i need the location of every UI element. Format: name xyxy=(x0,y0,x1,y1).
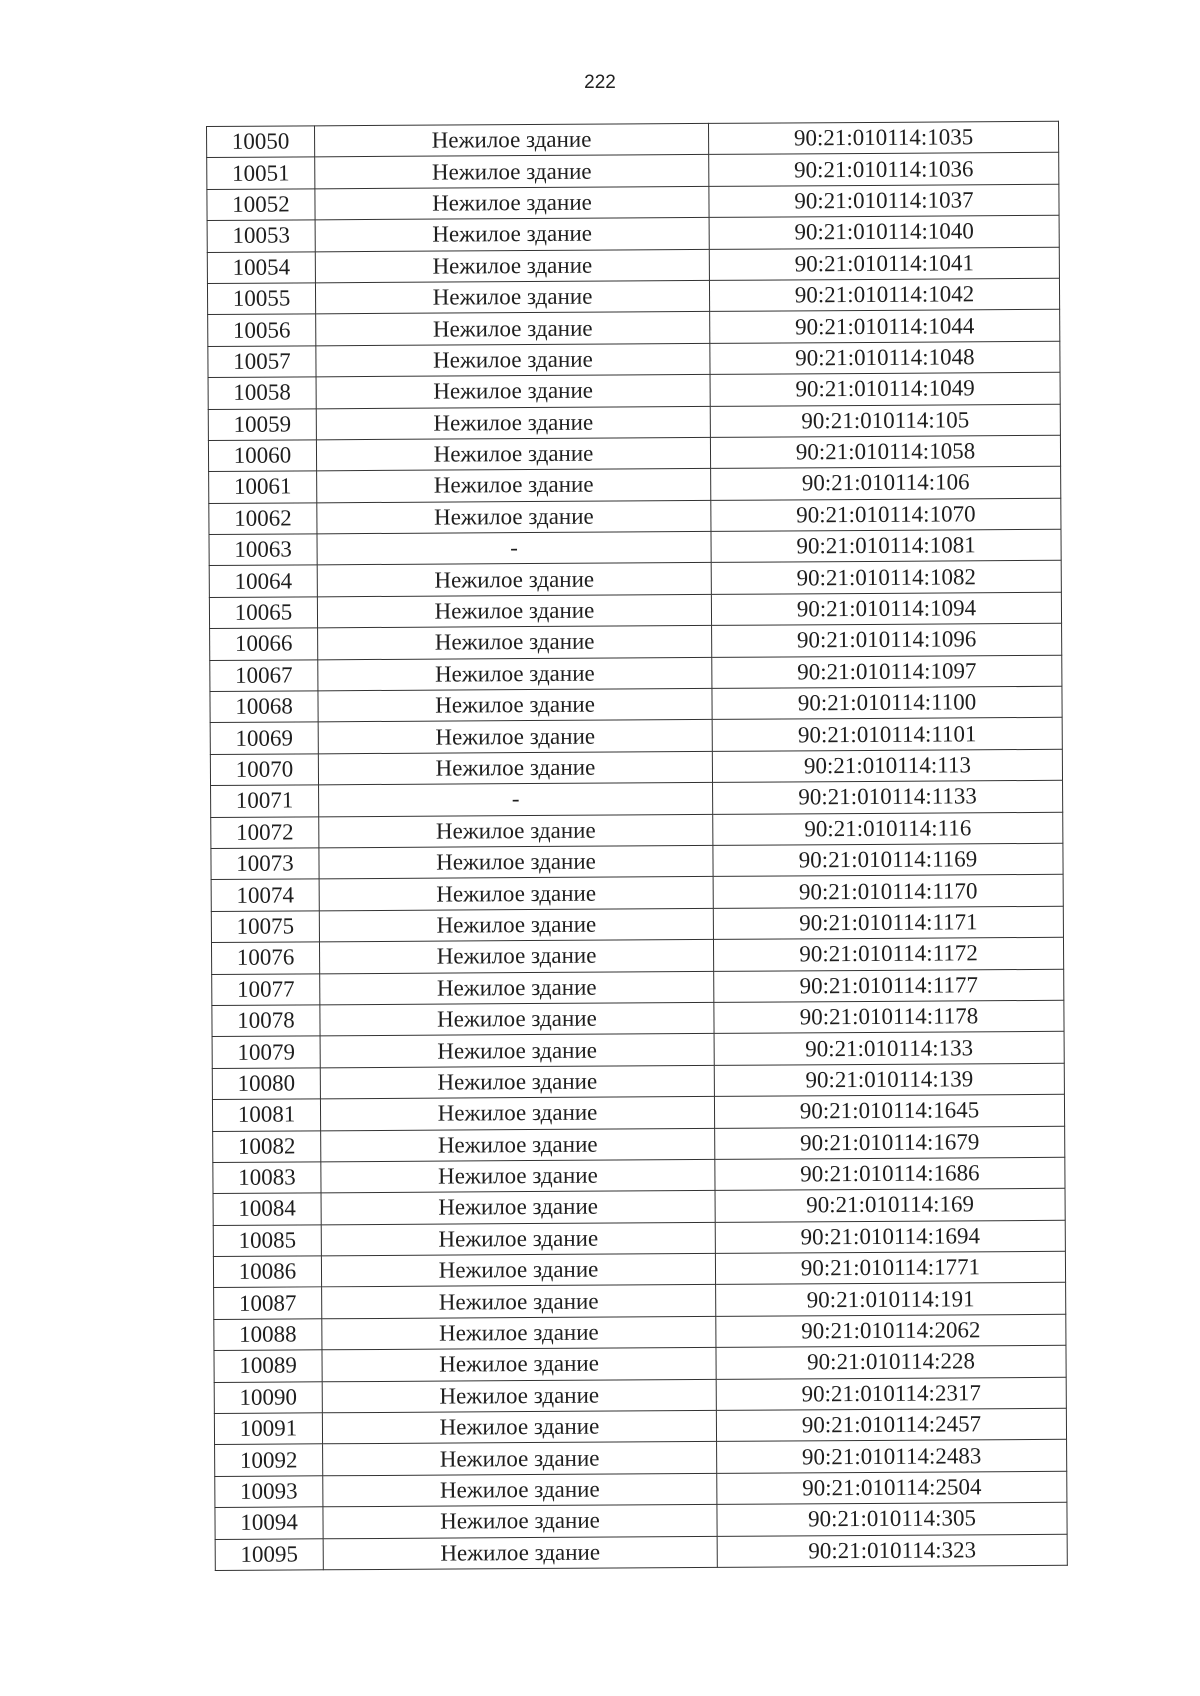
cadastral-number-cell: 90:21:010114:1096 xyxy=(712,624,1062,658)
row-number-cell: 10053 xyxy=(207,220,315,252)
row-number-cell: 10079 xyxy=(212,1036,320,1068)
table-row xyxy=(215,1440,1067,1477)
cadastral-number-cell: 90:21:010114:323 xyxy=(717,1534,1067,1568)
table-row xyxy=(208,341,1060,378)
cadastral-number-cell: 90:21:010114:1097 xyxy=(712,655,1062,689)
cadastral-number-cell: 90:21:010114:1645 xyxy=(714,1094,1064,1128)
cadastral-number-cell: 90:21:010114:1771 xyxy=(715,1251,1065,1285)
row-number-cell: 10062 xyxy=(209,503,317,535)
cadastral-number-cell: 90:21:010114:1133 xyxy=(713,780,1063,814)
cadastral-number-cell: 90:21:010114:139 xyxy=(714,1063,1064,1097)
cadastral-number-cell: 90:21:010114:2317 xyxy=(716,1377,1066,1411)
row-number-cell: 10077 xyxy=(212,973,320,1005)
cadastral-number-cell: 90:21:010114:1042 xyxy=(709,278,1059,312)
row-number-cell: 10054 xyxy=(207,251,315,283)
table-row xyxy=(208,310,1060,347)
row-number-cell: 10093 xyxy=(215,1476,323,1508)
object-type-cell: Нежилое здание xyxy=(320,971,714,1005)
cadastral-number-cell: 90:21:010114:1169 xyxy=(713,843,1063,877)
cadastral-number-cell: 90:21:010114:1044 xyxy=(710,310,1060,344)
table-row xyxy=(213,1189,1065,1226)
table-row xyxy=(212,1094,1064,1131)
cadastral-number-cell: 90:21:010114:2062 xyxy=(716,1314,1066,1348)
table-row xyxy=(208,435,1060,472)
object-type-cell: Нежилое здание xyxy=(315,280,709,314)
object-type-cell: Нежилое здание xyxy=(315,249,709,283)
table-row xyxy=(208,404,1060,441)
object-type-cell: Нежилое здание xyxy=(320,1002,714,1036)
table-row xyxy=(214,1314,1066,1351)
table-row xyxy=(209,467,1061,504)
table-row xyxy=(207,184,1059,221)
row-number-cell: 10074 xyxy=(211,879,319,911)
row-number-cell: 10067 xyxy=(210,659,318,691)
row-number-cell: 10087 xyxy=(214,1287,322,1319)
row-number-cell: 10082 xyxy=(213,1130,321,1162)
cadastral-number-cell: 90:21:010114:1172 xyxy=(713,937,1063,971)
row-number-cell: 10064 xyxy=(209,565,317,597)
cadastral-number-cell: 90:21:010114:2483 xyxy=(717,1440,1067,1474)
table-row xyxy=(210,624,1062,661)
cadastral-number-cell: 90:21:010114:1049 xyxy=(710,372,1060,406)
row-number-cell: 10057 xyxy=(208,346,316,378)
cadastral-number-cell: 90:21:010114:228 xyxy=(716,1346,1066,1380)
object-type-cell: Нежилое здание xyxy=(316,343,710,377)
table-row xyxy=(207,121,1059,158)
row-number-cell: 10055 xyxy=(207,283,315,315)
row-number-cell: 10066 xyxy=(210,628,318,660)
table-row xyxy=(211,812,1063,849)
cadastral-number-cell: 90:21:010114:1694 xyxy=(715,1220,1065,1254)
row-number-cell: 10052 xyxy=(207,189,315,221)
row-number-cell: 10076 xyxy=(211,942,319,974)
object-type-cell: Нежилое здание xyxy=(316,406,710,440)
row-number-cell: 10083 xyxy=(213,1162,321,1194)
table-row xyxy=(208,372,1060,409)
object-type-cell: Нежилое здание xyxy=(323,1473,717,1507)
cadastral-number-cell: 90:21:010114:1170 xyxy=(713,875,1063,909)
row-number-cell: 10084 xyxy=(213,1193,321,1225)
cadastral-number-cell: 90:21:010114:1177 xyxy=(714,969,1064,1003)
cadastral-number-cell: 90:21:010114:1041 xyxy=(709,247,1059,281)
table-row xyxy=(209,561,1061,598)
row-number-cell: 10088 xyxy=(214,1319,322,1351)
object-type-cell: Нежилое здание xyxy=(318,720,712,754)
cadastral-number-cell: 90:21:010114:133 xyxy=(714,1032,1064,1066)
object-type-cell: - xyxy=(317,532,711,566)
object-type-cell: Нежилое здание xyxy=(321,1128,715,1162)
table-row xyxy=(211,906,1063,943)
cadastral-number-cell: 90:21:010114:2504 xyxy=(717,1471,1067,1505)
row-number-cell: 10081 xyxy=(212,1099,320,1131)
table-row xyxy=(215,1534,1067,1571)
object-type-cell: Нежилое здание xyxy=(318,751,712,785)
table-row xyxy=(207,278,1059,315)
table-row xyxy=(209,529,1061,566)
object-type-cell: Нежилое здание xyxy=(323,1536,717,1570)
cadastral-number-cell: 90:21:010114:169 xyxy=(715,1189,1065,1223)
row-number-cell: 10068 xyxy=(210,691,318,723)
object-type-cell: Нежилое здание xyxy=(317,500,711,534)
table-row xyxy=(209,592,1061,629)
row-number-cell: 10063 xyxy=(209,534,317,566)
row-number-cell: 10090 xyxy=(214,1381,322,1413)
cadastral-number-cell: 90:21:010114:191 xyxy=(716,1283,1066,1317)
object-type-cell: Нежилое здание xyxy=(317,469,711,503)
object-type-cell: Нежилое здание xyxy=(317,563,711,597)
table-row xyxy=(210,655,1062,692)
object-type-cell: Нежилое здание xyxy=(316,312,710,346)
object-type-cell: Нежилое здание xyxy=(315,123,709,157)
cadastral-number-cell: 90:21:010114:1100 xyxy=(712,686,1062,720)
object-type-cell: Нежилое здание xyxy=(321,1222,715,1256)
row-number-cell: 10061 xyxy=(209,471,317,503)
object-type-cell: Нежилое здание xyxy=(322,1316,716,1350)
table-row xyxy=(213,1126,1065,1163)
cadastral-number-cell: 90:21:010114:1036 xyxy=(709,153,1059,187)
object-type-cell: Нежилое здание xyxy=(320,1034,714,1068)
table-row xyxy=(211,937,1063,974)
row-number-cell: 10073 xyxy=(211,848,319,880)
table-row xyxy=(212,1032,1064,1069)
object-type-cell: Нежилое здание xyxy=(320,1065,714,1099)
cadastral-number-cell: 90:21:010114:1081 xyxy=(711,529,1061,563)
object-type-cell: Нежилое здание xyxy=(322,1379,716,1413)
table-row xyxy=(214,1346,1066,1383)
object-type-cell: Нежилое здание xyxy=(321,1159,715,1193)
table-row xyxy=(214,1377,1066,1414)
cadastral-number-cell: 90:21:010114:116 xyxy=(713,812,1063,846)
cadastral-number-cell: 90:21:010114:1679 xyxy=(715,1126,1065,1160)
object-type-cell: Нежилое здание xyxy=(321,1191,715,1225)
cadastral-number-cell: 90:21:010114:305 xyxy=(717,1502,1067,1536)
cadastral-number-cell: 90:21:010114:1070 xyxy=(711,498,1061,532)
row-number-cell: 10050 xyxy=(207,126,315,158)
object-type-cell: Нежилое здание xyxy=(316,437,710,471)
object-type-cell: Нежилое здание xyxy=(320,1097,714,1131)
table-row xyxy=(212,1000,1064,1037)
object-type-cell: Нежилое здание xyxy=(319,908,713,942)
object-type-cell: Нежилое здание xyxy=(321,1253,715,1287)
row-number-cell: 10075 xyxy=(211,911,319,943)
row-number-cell: 10059 xyxy=(208,408,316,440)
row-number-cell: 10091 xyxy=(214,1413,322,1445)
cadastral-number-cell: 90:21:010114:1037 xyxy=(709,184,1059,218)
object-type-cell: Нежилое здание xyxy=(323,1442,717,1476)
table-row xyxy=(214,1408,1066,1445)
property-table-container xyxy=(206,121,1067,1571)
table-row xyxy=(213,1251,1065,1288)
object-type-cell: Нежилое здание xyxy=(317,594,711,628)
row-number-cell: 10078 xyxy=(212,1005,320,1037)
object-type-cell: Нежилое здание xyxy=(322,1285,716,1319)
cadastral-number-cell: 90:21:010114:1094 xyxy=(711,592,1061,626)
row-number-cell: 10089 xyxy=(214,1350,322,1382)
row-number-cell: 10065 xyxy=(209,597,317,629)
object-type-cell: Нежилое здание xyxy=(315,218,709,252)
object-type-cell: Нежилое здание xyxy=(319,877,713,911)
cadastral-number-cell: 90:21:010114:1171 xyxy=(713,906,1063,940)
table-row xyxy=(215,1471,1067,1508)
table-row xyxy=(212,969,1064,1006)
cadastral-number-cell: 90:21:010114:1048 xyxy=(710,341,1060,375)
row-number-cell: 10051 xyxy=(207,157,315,189)
table-row xyxy=(210,718,1062,755)
object-type-cell: Нежилое здание xyxy=(319,814,713,848)
cadastral-number-cell: 90:21:010114:1686 xyxy=(715,1157,1065,1191)
object-type-cell: - xyxy=(319,783,713,817)
cadastral-number-cell: 90:21:010114:2457 xyxy=(716,1408,1066,1442)
table-row xyxy=(211,875,1063,912)
row-number-cell: 10086 xyxy=(213,1256,321,1288)
row-number-cell: 10085 xyxy=(213,1224,321,1256)
object-type-cell: Нежилое здание xyxy=(322,1348,716,1382)
object-type-cell: Нежилое здание xyxy=(318,688,712,722)
table-row xyxy=(210,686,1062,723)
row-number-cell: 10095 xyxy=(215,1538,323,1570)
object-type-cell: Нежилое здание xyxy=(318,657,712,691)
object-type-cell: Нежилое здание xyxy=(315,155,709,189)
page-number: 222 xyxy=(584,72,616,93)
object-type-cell: Нежилое здание xyxy=(323,1505,717,1539)
table-row xyxy=(209,498,1061,535)
object-type-cell: Нежилое здание xyxy=(315,186,709,220)
cadastral-number-cell: 90:21:010114:106 xyxy=(711,467,1061,501)
row-number-cell: 10056 xyxy=(208,314,316,346)
table-row xyxy=(214,1283,1066,1320)
table-row xyxy=(211,843,1063,880)
table-row xyxy=(210,749,1062,786)
table-row xyxy=(212,1063,1064,1100)
object-type-cell: Нежилое здание xyxy=(322,1410,716,1444)
cadastral-number-cell: 90:21:010114:1040 xyxy=(709,215,1059,249)
property-table xyxy=(206,121,1068,1571)
row-number-cell: 10070 xyxy=(210,754,318,786)
row-number-cell: 10080 xyxy=(212,1068,320,1100)
property-table-body xyxy=(207,121,1068,1570)
cadastral-number-cell: 90:21:010114:1058 xyxy=(710,435,1060,469)
table-row xyxy=(207,247,1059,284)
cadastral-number-cell: 90:21:010114:1082 xyxy=(711,561,1061,595)
row-number-cell: 10094 xyxy=(215,1507,323,1539)
row-number-cell: 10069 xyxy=(210,722,318,754)
cadastral-number-cell: 90:21:010114:1035 xyxy=(708,121,1058,155)
table-row xyxy=(207,153,1059,190)
object-type-cell: Нежилое здание xyxy=(319,845,713,879)
row-number-cell: 10060 xyxy=(208,440,316,472)
table-row xyxy=(213,1157,1065,1194)
object-type-cell: Нежилое здание xyxy=(316,375,710,409)
table-row xyxy=(213,1220,1065,1257)
cadastral-number-cell: 90:21:010114:113 xyxy=(712,749,1062,783)
row-number-cell: 10058 xyxy=(208,377,316,409)
cadastral-number-cell: 90:21:010114:1101 xyxy=(712,718,1062,752)
table-row xyxy=(211,780,1063,817)
object-type-cell: Нежилое здание xyxy=(318,626,712,660)
table-row xyxy=(215,1502,1067,1539)
row-number-cell: 10072 xyxy=(211,816,319,848)
row-number-cell: 10092 xyxy=(215,1444,323,1476)
table-row xyxy=(207,215,1059,252)
cadastral-number-cell: 90:21:010114:1178 xyxy=(714,1000,1064,1034)
object-type-cell: Нежилое здание xyxy=(319,940,713,974)
cadastral-number-cell: 90:21:010114:105 xyxy=(710,404,1060,438)
row-number-cell: 10071 xyxy=(211,785,319,817)
